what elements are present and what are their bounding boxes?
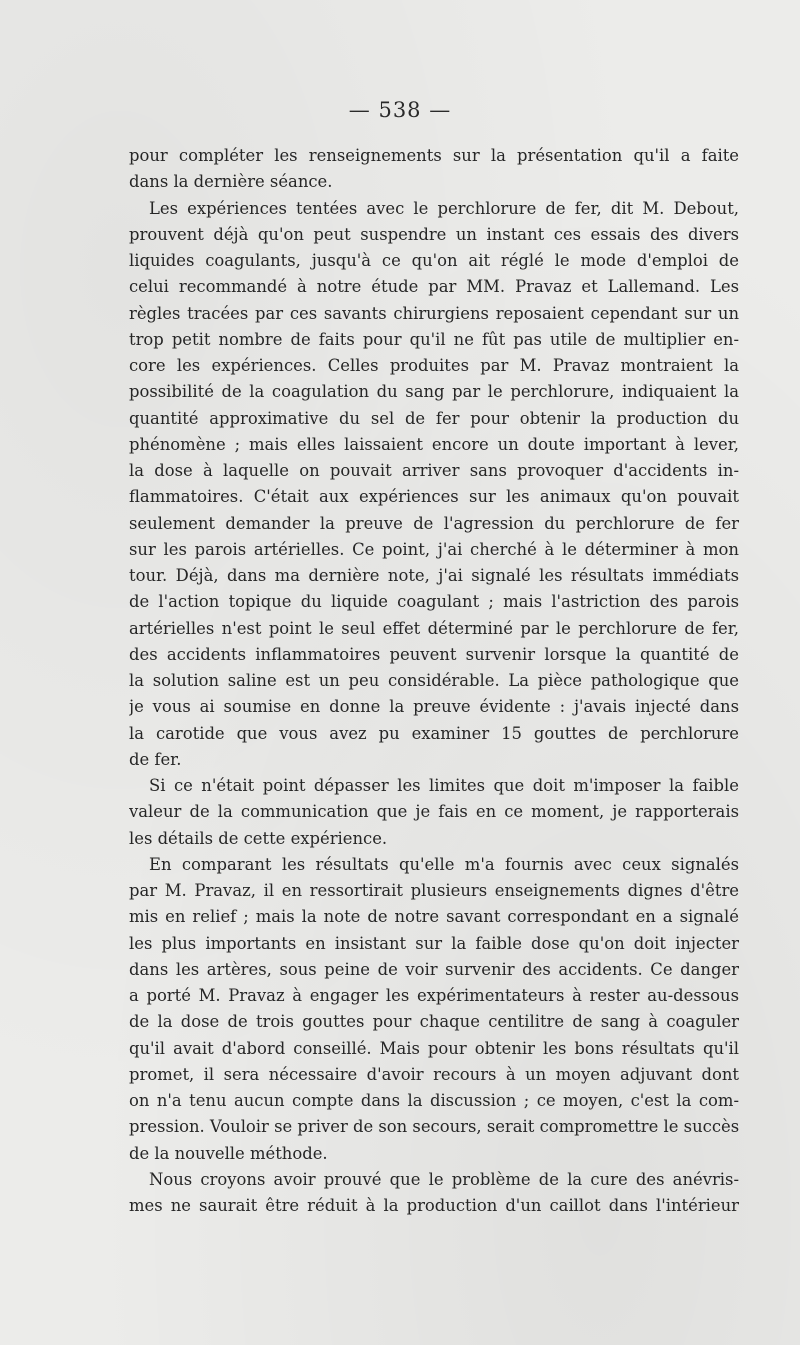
text-line: de fer. — [129, 749, 182, 769]
text-line: règles tracées par ces savants chirurgiens reposaient cependant sur un — [129, 303, 739, 323]
text-line: par M. Pravaz, il en ressortirait plusieurs enseignements dignes d'être — [129, 881, 739, 900]
text-line: pression. Vouloir se priver de son secours, serait compromettre le succès — [129, 1117, 739, 1137]
text-line: a porté M. Pravaz à engager les expérimentateurs à rester au-dessous — [129, 986, 739, 1005]
text-line: on n'a tenu aucun compte dans la discussion ; ce moyen, c'est la com- — [129, 1091, 739, 1110]
text-line: core les expériences. Celles produites par M. Pravaz montraient la — [129, 356, 739, 375]
text-line: En comparant les résultats qu'elle m'a fournis avec ceux signalés — [149, 854, 739, 874]
body-text — [129, 143, 739, 1219]
text-line: tour. Déjà, dans ma dernière note, j'ai signalé les résultats immédiats — [129, 566, 739, 585]
text-line: la solution saline est un peu considérable. La pièce pathologique que — [129, 671, 739, 690]
text-line: trop petit nombre de faits pour qu'il ne fût pas utile de multiplier en- — [129, 329, 739, 349]
paragraph — [129, 1167, 739, 1220]
text-line: flammatoires. C'était aux expériences sur les animaux qu'on pouvait — [129, 487, 739, 507]
text-line: artérielles n'est point le seul effet déterminé par le perchlorure de fer, — [129, 618, 739, 638]
paragraph — [129, 773, 739, 852]
text-line: liquides coagulants, jusqu'à ce qu'on ait réglé le mode d'emploi de — [129, 251, 739, 270]
page-number: — 538 — — [348, 98, 452, 122]
text-line: phénomène ; mais elles laissaient encore un doute important à lever, — [129, 434, 739, 454]
paragraph — [129, 196, 739, 774]
text-line: mis en relief ; mais la note de notre savant correspondant en a signalé — [129, 907, 739, 927]
text-line: Les expériences tentées avec le perchlorure de fer, dit M. Debout, — [149, 198, 739, 218]
text-line: celui recommandé à notre étude par MM. Pravaz et Lallemand. Les — [129, 277, 739, 297]
text-line: seulement demander la preuve de l'agression du perchlorure de fer — [129, 513, 739, 533]
text-line: Nous croyons avoir prouvé que le problème de la cure des anévris- — [149, 1169, 739, 1189]
text-line: qu'il avait d'abord conseillé. Mais pour obtenir les bons résultats qu'il — [129, 1038, 739, 1058]
paragraph — [129, 852, 739, 1167]
text-line: de l'action topique du liquide coagulant ; mais l'astriction des parois — [129, 592, 739, 612]
text-line: quantité approximative du sel de fer pour obtenir la production du — [129, 408, 739, 428]
text-line: promet, il sera nécessaire d'avoir recours à un moyen adjuvant dont — [129, 1064, 739, 1084]
paragraph — [129, 143, 739, 196]
text-line: mes ne saurait être réduit à la production d'un caillot dans l'intérieur — [129, 1196, 739, 1215]
text-line: la carotide que vous avez pu examiner 15 gouttes de perchlorure — [129, 723, 739, 743]
text-line: la dose à laquelle on pouvait arriver sans provoquer d'accidents in- — [129, 461, 739, 480]
text-line: dans la dernière séance. — [129, 172, 333, 192]
text-line: je vous ai soumise en donne la preuve évidente : j'avais injecté dans — [129, 697, 739, 717]
text-line: possibilité de la coagulation du sang par le perchlorure, indiquaient la — [129, 382, 739, 402]
text-line: Si ce n'était point dépasser les limites que doit m'imposer la faible — [149, 776, 739, 795]
text-line: les détails de cette expérience. — [129, 828, 388, 848]
text-line: prouvent déjà qu'on peut suspendre un instant ces essais des divers — [129, 224, 739, 244]
text-line: pour compléter les renseignements sur la présentation qu'il a faite — [129, 146, 739, 165]
text-line: de la dose de trois gouttes pour chaque centilitre de sang à coaguler — [129, 1012, 739, 1032]
text-line: de la nouvelle méthode. — [129, 1143, 328, 1163]
text-line: des accidents inflammatoires peuvent survenir lorsque la quantité de — [129, 644, 739, 664]
text-line: dans les artères, sous peine de voir survenir des accidents. Ce danger — [129, 959, 739, 979]
text-line: sur les parois artérielles. Ce point, j'ai cherché à le déterminer à mon — [129, 539, 739, 559]
text-line: les plus importants en insistant sur la faible dose qu'on doit injecter — [129, 933, 739, 953]
text-line: valeur de la communication que je fais en ce moment, je rapporterais — [129, 802, 739, 822]
